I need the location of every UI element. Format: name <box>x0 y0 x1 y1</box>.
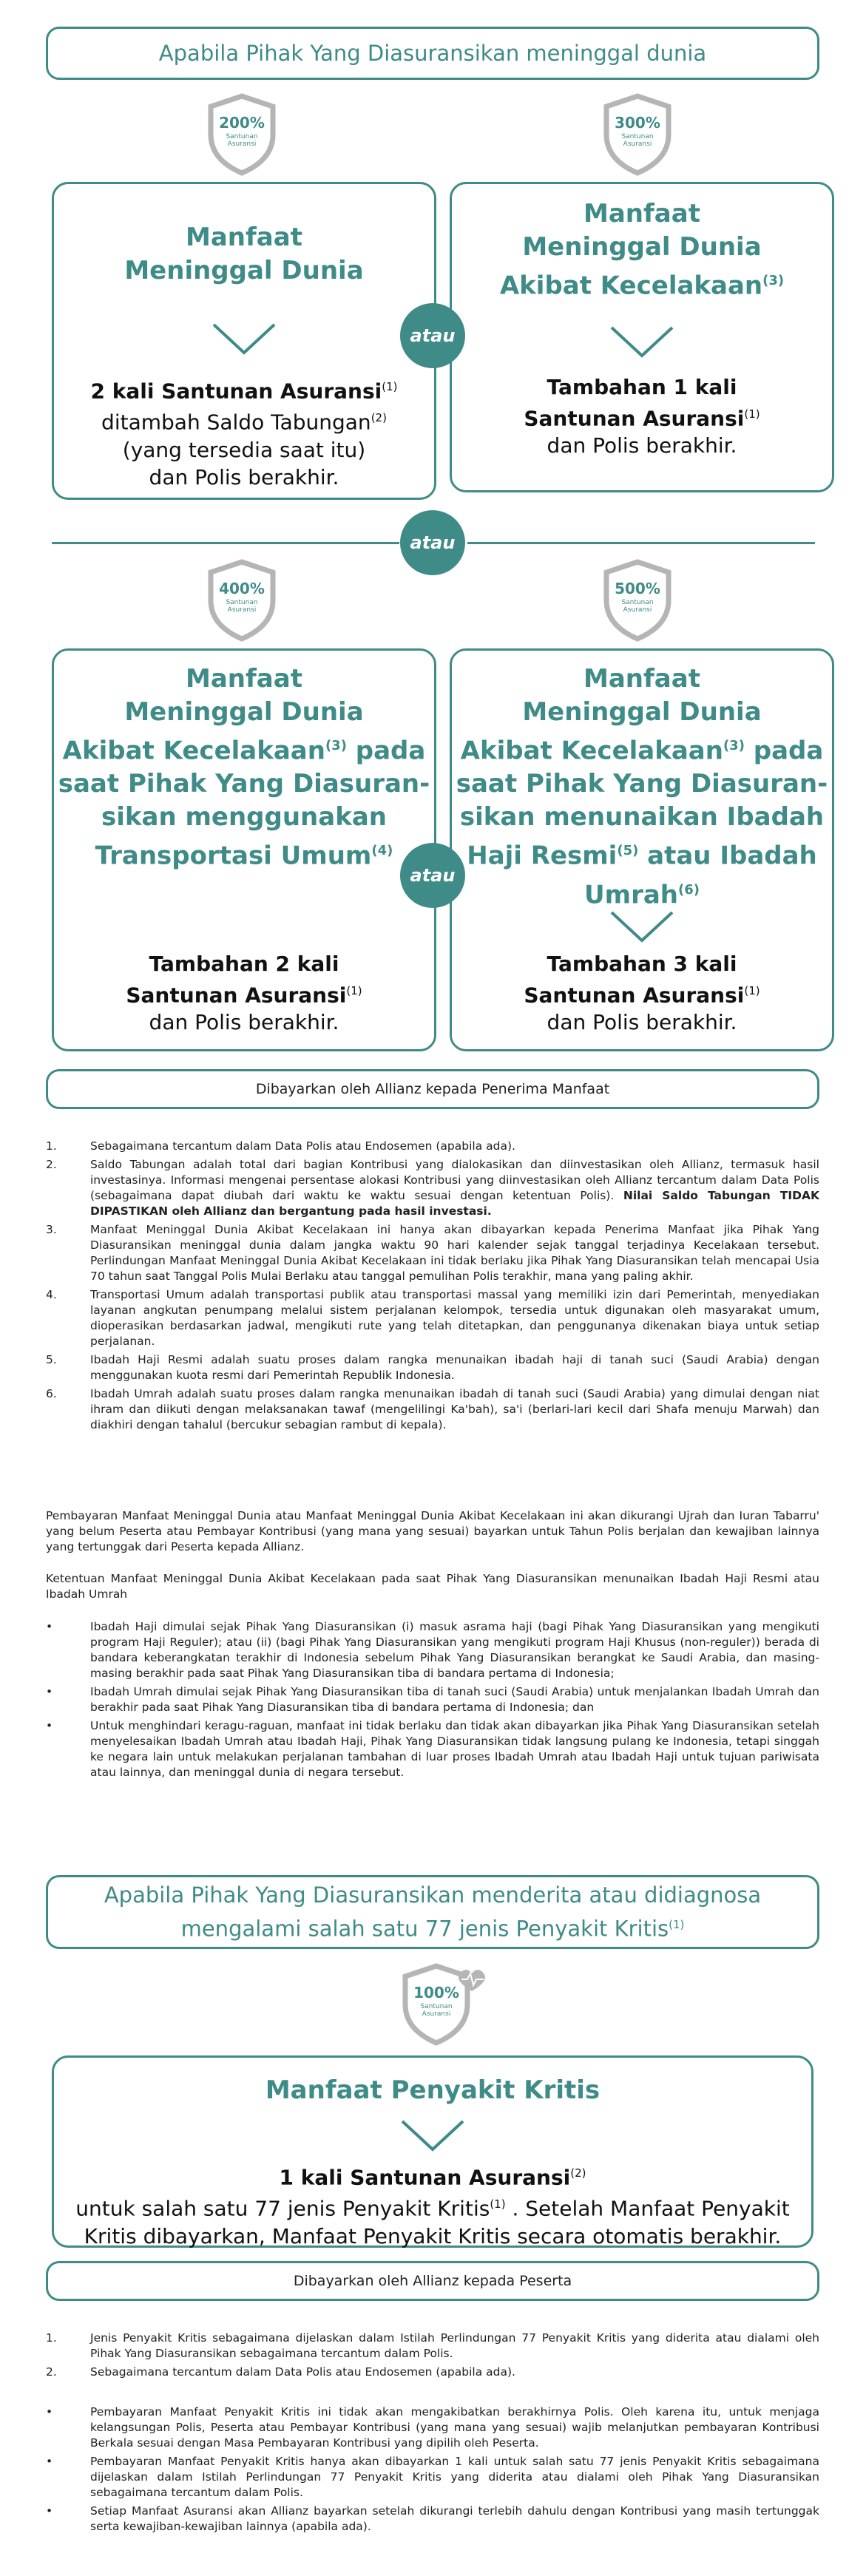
badge-100-heart-icon <box>399 1963 473 2046</box>
hajj-conditions-heading: Ketentuan Manfaat Meninggal Dunia Akibat Kecelakaan pada saat Pihak Yang Diasuransikan menunaikan Ibadah Haji Resmi atau Ibadah Umrah <box>46 1572 819 1601</box>
chevron-down-icon <box>399 2118 466 2152</box>
card-title: Manfaat Penyakit Kritis <box>265 2075 601 2105</box>
divider-line <box>467 542 815 544</box>
list-item: 6. Ibadah Umrah adalah suatu proses dalam rangka menunaikan ibadah di tanah suci (Saudi Arabia) yang dimulai dengan niat ihram dan diikuti dengan melaksanakan tawaf (mengelilingi Ka'bah), sa'i (berlari-lari kecil dari Shafa menuju Marwah) dan diakhiri dengan tahalul (bercukur sebagian rambut di kepala). <box>46 1387 819 1431</box>
badge-percent: 200% <box>219 114 265 132</box>
card-body: Tambahan 3 kali Santunan Asuransi$^{(1)}$ dan Polis berakhir. <box>524 952 760 1035</box>
card-title: Manfaat Meninggal Dunia <box>124 223 364 285</box>
payout-note <box>46 1069 819 1109</box>
badge-500-icon <box>601 559 674 642</box>
list-item: • Ibadah Haji dimulai sejak Pihak Yang Diasuransikan (i) masuk asrama haji (bagi Pihak Yang Diasuransikan yang mengikuti program Haji Reguler); atau (ii) (bagi Pihak Yang Diasuransikan yang mengikuti program Haji Khusus (non-reguler)) berada di bandara keberangkatan terakhir di Indonesia sebelum Pihak Yang Diasuransikan berangkat ke Saudi Arabia, dan masing-masing berakhir pada saat Pihak Yang Diasuransikan tiba di bandara pertama di Indonesia; <box>46 1620 819 1680</box>
badge-percent: 300% <box>615 114 660 132</box>
card-title: Manfaat Meninggal Dunia Akibat Kecelakaan$^{(3)}$ pada saat Pihak Yang Diasuran- sikan menunaikan Ibadah Haji Resmi$^{(5)}$ atau Ibadah Umrah$^{(6)}$ <box>456 664 828 909</box>
section-header-text: Apabila Pihak Yang Diasuransikan menderita atau didiagnosa mengalami salah satu 77 jenis Penyakit Kritis$^{(1)}$ <box>104 1882 762 1942</box>
atau-badge: atau <box>400 843 465 908</box>
chevron-down-icon <box>609 325 675 359</box>
list-item: 3. Manfaat Meninggal Dunia Akibat Kecelakaan ini hanya akan dibayarkan kepada Penerima Manfaat jika Pihak Yang Diasuransikan meninggal dunia dalam jangka waktu 90 hari kalender sejak tanggal terjadinya Kecelakaan tersebut. Perlindungan Manfaat Meninggal Dunia Akibat Kecelakaan ini tidak berlaku jika Pihak Yang Diasuransikan telah mencapai Usia 70 tahun saat Tanggal Polis Mulai Berlaku atau tanggal pemulihan Polis terakhir, mana yang paling akhir. <box>46 1223 819 1283</box>
divider-line <box>52 542 399 544</box>
badge-percent: 400% <box>219 580 265 597</box>
chevron-down-icon <box>609 909 675 943</box>
card-body: Tambahan 1 kali Santunan Asuransi$^{(1)}$ dan Polis berakhir. <box>524 375 760 458</box>
badge-300-icon <box>601 93 674 176</box>
list-item: • Pembayaran Manfaat Penyakit Kritis ini tidak akan mengakibatkan berakhirnya Polis. Oleh karena itu, untuk menjaga kelangsungan Polis, Peserta atau Pembayar Kontribusi (yang mana yang sesuai) wajib melanjutkan pembayaran Kontribusi Berkala sesuai dengan Masa Pembayaran Kontribusi yang dipilih oleh Peserta. <box>46 2405 819 2450</box>
card-title: Manfaat Meninggal Dunia Akibat Kecelakaan$^{(3)}$ pada saat Pihak Yang Diasuran- sikan menggunakan Transportasi Umum$^{(4)}$ <box>58 664 430 871</box>
payout-note-text: Dibayarkan oleh Allianz kepada Peserta <box>293 2273 572 2289</box>
card-body: 1 kali Santunan Asuransi$^{(2)}$ untuk salah satu 77 jenis Penyakit Kritis$^{(1)}$ . Setelah Manfaat Penyakit Kritis dibayarkan, Manfaat Penyakit Kritis secara otomatis berakhir. <box>75 2165 790 2248</box>
list-item: 2. Saldo Tabungan adalah total dari bagian Kontribusi yang dialokasikan dan diinvestasikan oleh Allianz, termasuk hasil investasinya. Informasi mengenai persentase alokasi Kontribusi yang diinvestasikan oleh Allianz tercantum dalam Data Polis (sebagaimana dapat diubah dari waktu ke waktu sesuai dengan ketentuan Polis). Nilai Saldo Tabungan TIDAK DIPASTIKAN oleh Allianz dan bergantung pada hasil investasi. <box>46 1158 819 1218</box>
card-body: Tambahan 2 kali Santunan Asuransi$^{(1)}$ dan Polis berakhir. <box>126 952 362 1035</box>
badge-sub: Santunan Asuransi <box>420 2003 453 2018</box>
list-item: • Untuk menghindari keragu-raguan, manfaat ini tidak berlaku dan tidak akan dibayarkan jika Pihak Yang Diasuransikan setelah menyelesaikan Ibadah Umrah atau Ibadah Haji, Pihak Yang Diasuransikan tidak langsung pulang ke Indonesia, tetapi singgah ke negara lain untuk melakukan perjalanan tambahan di luar proses Ibadah Umrah atau Ibadah Haji untuk tujuan pariwisata atau lainnya, dan meninggal dunia di negara tersebut. <box>46 1719 819 1779</box>
list-item: 4. Transportasi Umum adalah transportasi publik atau transportasi massal yang memiliki izin dari Pemerintah, menyediakan layanan angkutan penumpang melalui sistem perjalanan kelompok, tersedia untuk digunakan oleh masyarakat umum, dioperasikan berdasarkan jadwal, mengikuti rute yang telah ditetapkan, dan penggunanya dikenakan biaya untuk setiap perjalanan. <box>46 1288 819 1348</box>
card-accident-death-benefit <box>450 182 834 492</box>
deduction-paragraph: Pembayaran Manfaat Meninggal Dunia atau Manfaat Meninggal Dunia Akibat Kecelakaan ini akan dikurangi Ujrah dan Iuran Tabarru' yang belum Peserta atau Pembayar Kontribusi (yang mana yang sesuai) bayarkan untuk Tahun Polis berjalan dan kewajiban lainnya yang tertunggak dari Peserta kepada Allianz. <box>46 1509 819 1553</box>
card-death-benefit <box>52 182 436 500</box>
badge-200-icon <box>205 93 279 176</box>
atau-badge: atau <box>400 303 465 368</box>
list-item: 2. Sebagaimana tercantum dalam Data Polis atau Endosemen (apabila ada). <box>46 2365 515 2379</box>
chevron-down-icon <box>211 322 277 356</box>
card-title: Manfaat Meninggal Dunia Akibat Kecelakaan$^{(3)}$ <box>499 199 785 301</box>
list-item: 1. Jenis Penyakit Kritis sebagaimana dijelaskan dalam Istilah Perlindungan 77 Penyakit Kritis yang diderita atau dialami oleh Pihak Yang Diasuransikan sebagaimana tercantum dalam Polis. <box>46 2331 819 2360</box>
badge-sub: Santunan Asuransi <box>621 133 654 148</box>
badge-sub: Santunan Asuransi <box>621 599 654 614</box>
section-header-death <box>46 27 819 80</box>
list-item: 5. Ibadah Haji Resmi adalah suatu proses dalam rangka menunaikan ibadah haji di tanah suci (Saudi Arabia) dengan menggunakan kuota resmi dari Pemerintah Republik Indonesia. <box>46 1353 819 1382</box>
payout-note-text: Dibayarkan oleh Allianz kepada Penerima Manfaat <box>255 1081 610 1097</box>
list-item: • Pembayaran Manfaat Penyakit Kritis hanya akan dibayarkan 1 kali untuk salah satu 77 jenis Penyakit Kritis sebagaimana dijelaskan dalam Istilah Perlindungan 77 Penyakit Kritis yang diderita atau dialami oleh Pihak Yang Diasuransikan sebagaimana tercantum dalam Polis. <box>46 2455 819 2499</box>
card-public-transport-benefit <box>52 648 436 1051</box>
footnotes-list <box>46 1139 819 1436</box>
card-hajj-umrah-benefit <box>450 648 834 1051</box>
section-header-critical-illness <box>46 1875 819 1949</box>
payout-note <box>46 2261 819 2301</box>
badge-sub: Santunan Asuransi <box>226 599 258 614</box>
card-body: 2 kali Santunan Asuransi$^{(1)}$ ditambah Saldo Tabungan$^{(2)}$ (yang tersedia saat itu) dan Polis berakhir. <box>90 379 398 489</box>
atau-badge: atau <box>400 510 465 575</box>
badge-sub: Santunan Asuransi <box>226 133 258 148</box>
badge-percent: 500% <box>615 580 660 597</box>
card-critical-illness <box>52 2055 813 2248</box>
badge-400-icon <box>205 559 279 642</box>
list-item: 1. Sebagaimana tercantum dalam Data Polis atau Endosemen (apabila ada). <box>46 1139 515 1153</box>
list-item: • Setiap Manfaat Asuransi akan Allianz bayarkan setelah dikurangi terlebih dahulu dengan Kontribusi yang masih tertunggak serta kewajiban-kewajiban lainnya (apabila ada). <box>46 2504 819 2533</box>
hajj-conditions-list <box>46 1619 819 1783</box>
critical-illness-conditions <box>46 2404 819 2538</box>
list-item: • Ibadah Umrah dimulai sejak Pihak Yang Diasuransikan tiba di tanah suci (Saudi Arabia) untuk menjalankan Ibadah Umrah dan berakhir pada saat Pihak Yang Diasuransikan tiba di bandara pertama di Indonesia; dan <box>46 1685 819 1714</box>
critical-illness-footnotes <box>46 2331 819 2383</box>
badge-percent: 100% <box>413 1984 459 2002</box>
section-header-text: Apabila Pihak Yang Diasuransikan meninggal dunia <box>158 41 707 66</box>
